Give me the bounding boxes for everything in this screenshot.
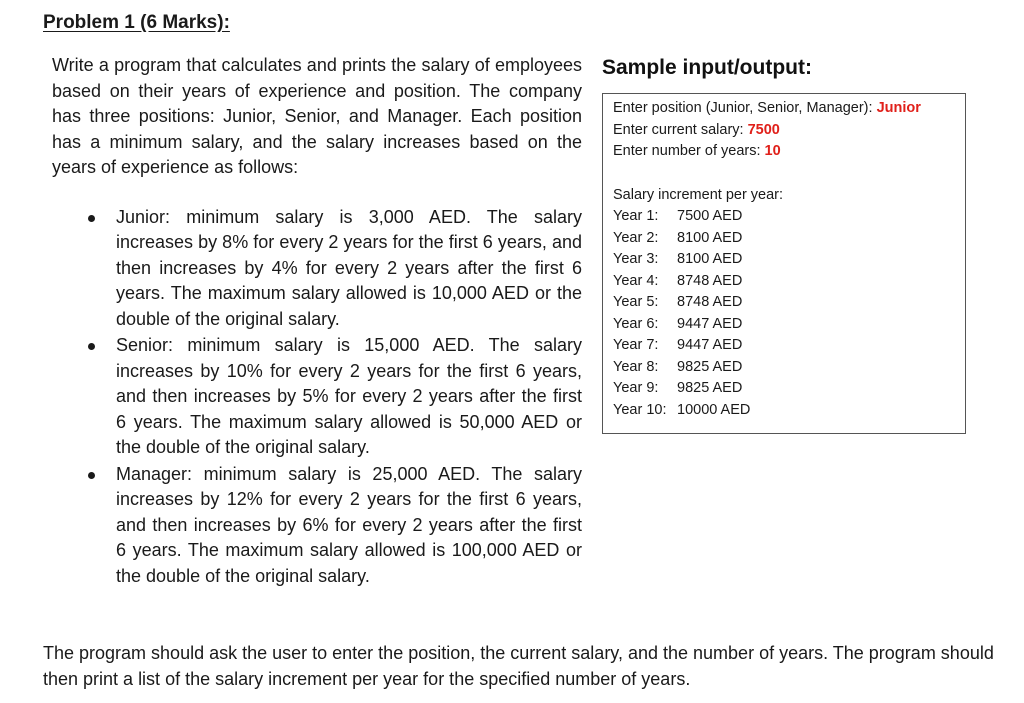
year-label: Year 1: <box>613 208 659 224</box>
year-label: Year 6: <box>613 315 659 332</box>
list-item-junior <box>52 205 582 333</box>
year-row <box>613 249 955 271</box>
list-item-senior <box>52 333 582 461</box>
problem-description <box>52 53 582 590</box>
year-value: 8748 AED <box>677 294 743 310</box>
year-label: Year 7: <box>613 337 659 353</box>
year-value: 8748 AED <box>677 272 743 289</box>
increment-heading: Salary increment per year: <box>613 186 784 203</box>
year-row <box>613 271 955 293</box>
year-row <box>613 400 955 422</box>
year-label: Year 8: <box>613 358 659 375</box>
year-value: 9447 AED <box>677 315 743 332</box>
year-label: Year 9: <box>613 380 659 396</box>
year-row <box>613 378 955 400</box>
senior-text: Senior: minimum salary is 15,000 AED. The salary increases by 10% for every 2 years for the first 6 years, and then increases by 5% for every 2 years after the first 6 years. The maximum salary allowed is 50,000 AED or the double of the original salary. <box>116 335 582 457</box>
footer-paragraph: The program should ask the user to enter the position, the current salary, and the number of years. The program should then print a list of the salary increment per year for the specified number of years. <box>43 643 994 689</box>
year-row <box>613 292 955 314</box>
year-value: 7500 AED <box>677 208 743 224</box>
year-value: 10000 AED <box>677 401 751 418</box>
year-value: 8100 AED <box>677 251 743 267</box>
year-label: Year 4: <box>613 272 659 289</box>
position-value: Junior <box>876 100 921 116</box>
sample-heading: Sample input/output: <box>602 56 812 79</box>
year-value: 9825 AED <box>677 358 743 375</box>
year-row <box>613 314 955 336</box>
problem-title: Problem 1 (6 Marks): <box>43 12 230 33</box>
position-input-line <box>613 98 955 120</box>
year-row <box>613 206 955 228</box>
position-prompt: Enter position (Junior, Senior, Manager): <box>613 100 877 116</box>
year-value: 9447 AED <box>677 337 743 353</box>
year-label: Year 10: <box>613 401 667 418</box>
year-row <box>613 335 955 357</box>
bullet-icon <box>88 472 95 479</box>
position-list <box>52 205 582 590</box>
junior-text: Junior: minimum salary is 3,000 AED. The salary increases by 8% for every 2 years for the first 6 years, and then increases by 4% for every 2 years after the first 6 years. The maximum salary allowed is 10,000 AED or the double of the original salary. <box>116 206 582 329</box>
manager-text: Manager: minimum salary is 25,000 AED. The salary increases by 12% for every 2 years for the first 6 years, and then increases by 6% for every 2 years after the first 6 years. The maximum salary allowed is 100,000 AED or the double of the original salary. <box>116 463 582 586</box>
intro-paragraph: Write a program that calculates and prints the salary of employees based on their years of experience and position. The company has three positions: Junior, Senior, and Manager. Each position has a minimum salary, and the salary increases based on the years of experience as follows: <box>52 55 582 177</box>
year-value: 9825 AED <box>677 380 743 396</box>
year-label: Year 5: <box>613 294 659 310</box>
bullet-icon <box>88 343 95 350</box>
bullet-icon <box>88 215 95 222</box>
year-label: Year 2: <box>613 229 659 246</box>
salary-value: 7500 <box>747 121 780 138</box>
sample-section <box>602 56 978 434</box>
list-item-manager <box>52 462 582 590</box>
spacer <box>613 163 955 185</box>
years-prompt: Enter number of years: <box>613 143 765 159</box>
salary-input-line <box>613 120 955 142</box>
years-value: 10 <box>764 143 781 159</box>
years-input-line <box>613 141 955 163</box>
year-value: 8100 AED <box>677 229 743 246</box>
sample-output-box <box>602 93 966 434</box>
year-row <box>613 357 955 379</box>
year-label: Year 3: <box>613 251 659 267</box>
salary-prompt: Enter current salary: <box>613 121 748 138</box>
year-row <box>613 228 955 250</box>
